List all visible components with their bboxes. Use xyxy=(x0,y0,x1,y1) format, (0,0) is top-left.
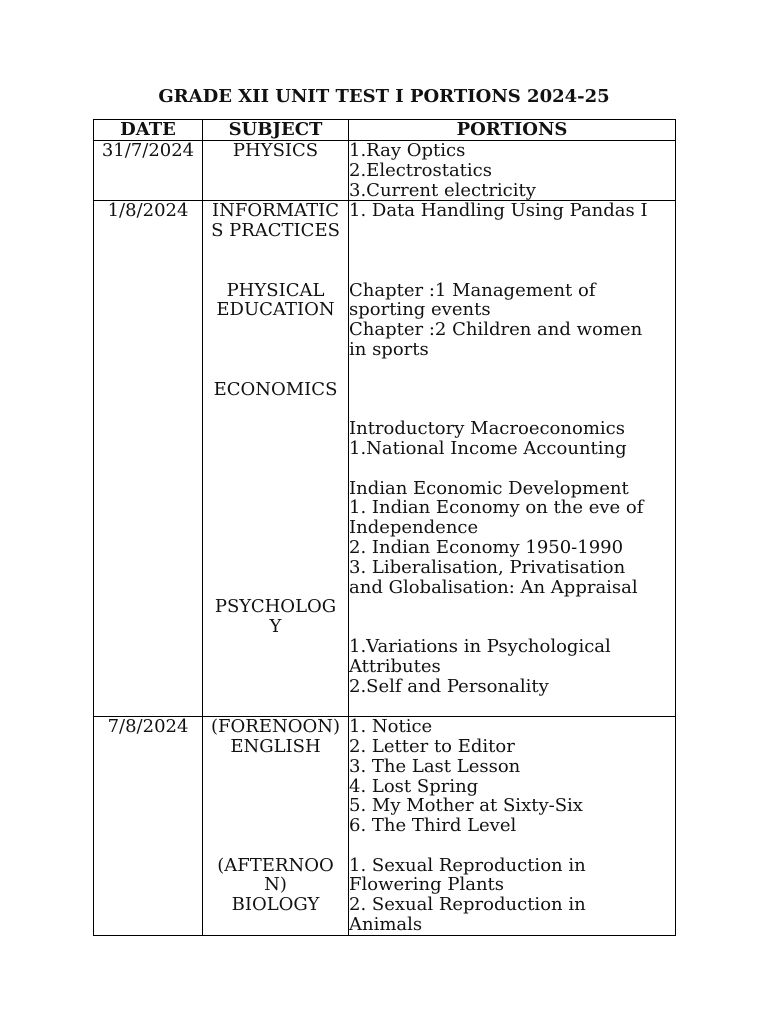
subject-line xyxy=(203,498,348,518)
portions-cell xyxy=(349,201,676,717)
date-cell xyxy=(94,201,203,717)
table-row xyxy=(94,201,676,717)
portion-line: 3.Current electricity xyxy=(349,179,536,201)
subject-line: S PRACTICES xyxy=(211,220,340,242)
subject-line: ENGLISH xyxy=(230,735,321,757)
header-date: DATE xyxy=(94,120,203,141)
subject-line xyxy=(203,360,348,380)
portion-line: in sports xyxy=(349,338,429,360)
subject-line: (FORENOON) xyxy=(211,716,340,738)
portion-line xyxy=(349,696,675,716)
subject-line xyxy=(203,558,348,578)
subject-cell xyxy=(203,717,349,936)
portion-line xyxy=(349,360,675,380)
subject-line xyxy=(203,241,348,261)
portion-line xyxy=(349,617,675,637)
portion-line: Animals xyxy=(349,914,423,936)
subject-line: PSYCHOLOG xyxy=(214,596,337,618)
portion-line: 1. Notice xyxy=(349,716,433,738)
portion-line: 4. Lost Spring xyxy=(349,775,479,797)
subject-cell xyxy=(203,201,349,717)
date-line: 1/8/2024 xyxy=(107,200,189,222)
subject-line: BIOLOGY xyxy=(231,894,320,916)
table-row xyxy=(94,141,676,201)
portion-line: 1.Ray Optics xyxy=(349,140,466,161)
portion-line: 1.National Income Accounting xyxy=(349,437,627,459)
subject-line xyxy=(203,340,348,360)
header-row xyxy=(94,120,676,141)
subject-line: PHYSICAL xyxy=(226,279,325,301)
portion-line xyxy=(349,597,675,617)
portion-line: 2. Sexual Reproduction in xyxy=(349,894,586,916)
portions-cell xyxy=(349,141,676,201)
portion-line: 5. My Mother at Sixty-Six xyxy=(349,795,583,817)
subject-line: PHYSICS xyxy=(232,140,319,161)
subject-line xyxy=(203,796,348,816)
portion-line: Chapter :2 Children and women xyxy=(349,319,643,341)
subject-cell xyxy=(203,141,349,201)
portion-line: 2. Indian Economy 1950-1990 xyxy=(349,536,624,558)
portion-line: Independence xyxy=(349,517,479,539)
portion-line: 3. The Last Lesson xyxy=(349,755,521,777)
portion-line: sporting events xyxy=(349,299,491,321)
portion-line: Indian Economic Development xyxy=(349,477,629,499)
portion-line xyxy=(349,221,675,241)
portion-line xyxy=(349,241,675,261)
subject-line xyxy=(203,518,348,538)
portion-line: 1. Data Handling Using Pandas I xyxy=(349,200,648,222)
portion-line: Chapter :1 Management of xyxy=(349,279,596,301)
date-cell xyxy=(94,717,203,936)
portion-line: Attributes xyxy=(349,655,441,677)
page-title: GRADE XII UNIT TEST I PORTIONS 2024-25 xyxy=(158,86,610,107)
portion-line xyxy=(349,261,675,281)
portions-table xyxy=(93,119,676,936)
header-portions: PORTIONS xyxy=(349,120,676,141)
portion-line xyxy=(349,459,675,479)
portion-line: 1.Variations in Psychological xyxy=(349,635,611,657)
subject-line xyxy=(203,261,348,281)
subject-line xyxy=(203,439,348,459)
portion-line: 1. Sexual Reproduction in xyxy=(349,854,586,876)
portion-line: 1. Indian Economy on the eve of xyxy=(349,497,644,519)
subject-line: N) xyxy=(264,874,287,896)
date-line: 31/7/2024 xyxy=(101,140,195,161)
subject-line xyxy=(203,578,348,598)
table-body xyxy=(94,141,676,936)
subject-line xyxy=(203,459,348,479)
subject-line: INFORMATIC xyxy=(212,200,339,222)
subject-line xyxy=(203,836,348,856)
portion-line: and Globalisation: An Appraisal xyxy=(349,576,638,598)
subject-line xyxy=(203,479,348,499)
header-subject: SUBJECT xyxy=(203,120,349,141)
portion-line xyxy=(349,836,675,856)
portion-line: 3. Liberalisation, Privatisation xyxy=(349,556,626,578)
portion-line xyxy=(349,399,675,419)
portion-line xyxy=(349,380,675,400)
portions-cell xyxy=(349,717,676,936)
portion-line: Flowering Plants xyxy=(349,874,505,896)
subject-line: (AFTERNOO xyxy=(217,854,334,876)
subject-line xyxy=(203,320,348,340)
date-cell xyxy=(94,141,203,201)
subject-line xyxy=(203,777,348,797)
subject-line xyxy=(203,419,348,439)
subject-line xyxy=(203,757,348,777)
subject-line: ECONOMICS xyxy=(213,378,338,400)
subject-line: EDUCATION xyxy=(216,299,335,321)
portion-line: 2.Electrostatics xyxy=(349,159,492,181)
portion-line: 2.Self and Personality xyxy=(349,675,549,697)
subject-line: Y xyxy=(269,616,282,638)
subject-line xyxy=(203,399,348,419)
table-row xyxy=(94,717,676,936)
portion-line: Introductory Macroeconomics xyxy=(349,418,625,440)
portion-line: 2. Letter to Editor xyxy=(349,735,515,757)
subject-line xyxy=(203,538,348,558)
portion-line: 6. The Third Level xyxy=(349,815,517,837)
subject-line xyxy=(203,816,348,836)
date-line: 7/8/2024 xyxy=(107,716,189,738)
